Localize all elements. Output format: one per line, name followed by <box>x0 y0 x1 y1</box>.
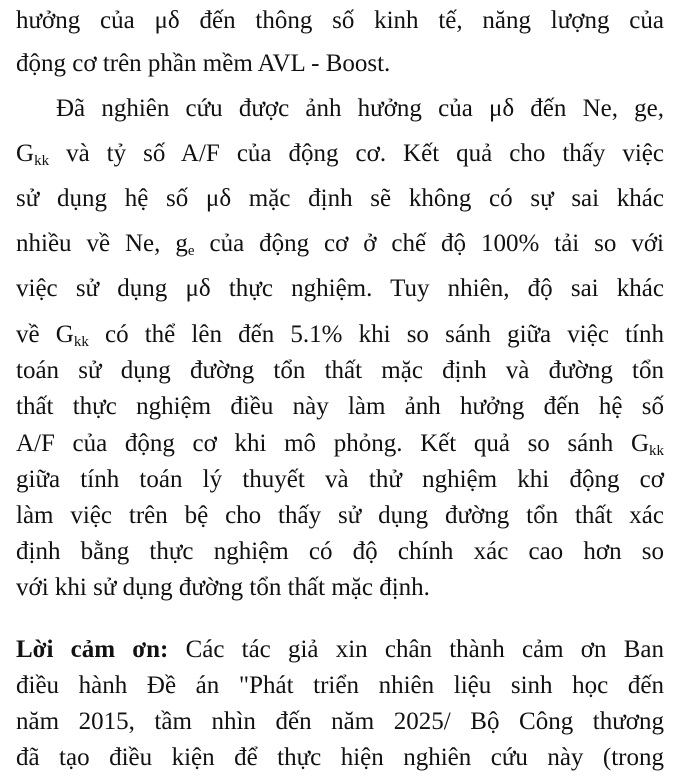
text-line-content: làm việc trên bệ cho thấy sử dụng đường tổn thất xác <box>16 502 664 529</box>
symbol-ge: $g_e$ <box>175 230 195 259</box>
text-line <box>16 182 664 216</box>
text-line <box>16 390 664 424</box>
text-line-content: với khi sử dụng đường tổn thất mặc định. <box>16 574 430 601</box>
text-line-content: và tỷ số A/F của động cơ. Kết quả cho thấy việc <box>66 140 664 167</box>
acknowledgement-heading: Lời cảm ơn: <box>16 636 169 663</box>
text-line-content: định bằng thực nghiệm có độ chính xác cao hơn so <box>16 538 664 565</box>
symbol-gkk: $G_{kk}$ <box>55 321 89 350</box>
text-line <box>56 92 664 126</box>
text-line-content: điều hành Đề án "Phát triển nhiên liệu sinh học đến <box>16 672 664 699</box>
text-line <box>16 272 664 306</box>
text-line <box>16 137 664 171</box>
text-line-content: sử dụng hệ số μδ mặc định sẽ không có sự sai khác <box>16 185 664 212</box>
text-line <box>16 535 664 569</box>
text-line-content: thất thực nghiệm điều này làm ảnh hưởng đến hệ số <box>16 393 664 420</box>
text-line-content: năm 2015, tầm nhìn đến năm 2025/ Bộ Công thương <box>16 708 664 735</box>
text-line <box>16 227 664 261</box>
text-line <box>16 354 664 388</box>
text-line-content: Đã nghiên cứu được ảnh hưởng của μδ đến Ne, ge, <box>56 95 664 122</box>
text-line <box>16 318 664 352</box>
text-line-content: về <box>16 321 40 348</box>
text-line-content: có thể lên đến 5.1% khi so sánh giữa việc tính <box>104 321 664 348</box>
text-line-content: Các tác giả xin chân thành cảm ơn Ban <box>185 636 664 663</box>
text-line <box>16 463 664 497</box>
text-line-content: hưởng của μδ đến thông số kinh tế, năng lượng của <box>16 7 664 34</box>
text-line <box>16 499 664 533</box>
text-line-content: việc sử dụng μδ thực nghiệm. Tuy nhiên, độ sai khác <box>16 275 664 302</box>
text-line <box>16 741 664 775</box>
text-line-content: của động cơ ở chế độ 100% tải so với <box>209 230 665 257</box>
text-line <box>16 427 664 461</box>
text-line-content: nhiều về Ne, <box>16 230 161 257</box>
text-line <box>16 47 664 81</box>
text-line-content: giữa tính toán lý thuyết và thử nghiệm khi động cơ <box>16 466 664 493</box>
text-line-content: động cơ trên phần mềm AVL - Boost. <box>16 50 391 77</box>
text-line <box>16 633 664 667</box>
text-line <box>16 669 664 703</box>
symbol-gkk: $G_{kk}$ <box>16 140 50 169</box>
symbol-gkk: $G_{kk}$ <box>630 430 664 459</box>
text-line-content: toán sử dụng đường tổn thất mặc định và đường tổn <box>16 357 664 384</box>
text-line <box>16 4 664 38</box>
text-line <box>16 571 664 605</box>
text-line <box>16 705 664 739</box>
text-line-content: đã tạo điều kiện để thực hiện nghiên cứu này (trong <box>16 744 664 771</box>
text-line-content: A/F của động cơ khi mô phỏng. Kết quả so sánh <box>16 430 614 457</box>
